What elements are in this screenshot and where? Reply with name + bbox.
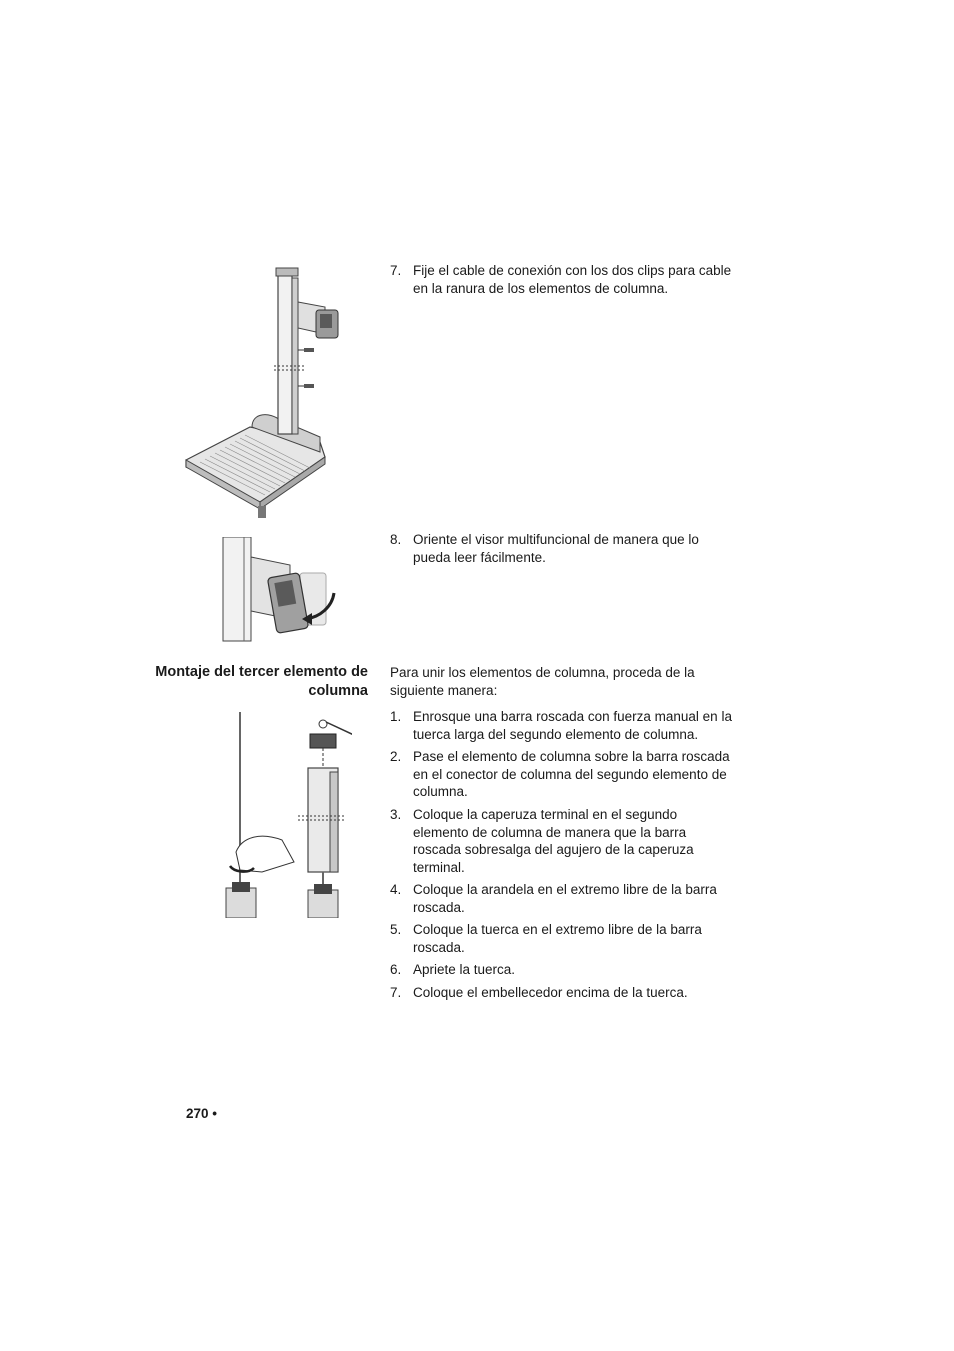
step-number: 1.	[390, 709, 402, 724]
step-text: Fije el cable de conexión con los dos clips para cable en la ranura de los elementos de columna.	[413, 263, 732, 296]
step-text: Enrosque una barra roscada con fuerza manual en la tuerca larga del segundo elemento de columna.	[413, 709, 732, 742]
section-heading: Montaje del tercer elemento de columna	[155, 664, 368, 699]
section-step-2	[390, 748, 735, 801]
step-number: 3.	[390, 807, 402, 822]
display-rotation-illustration	[222, 537, 342, 643]
step-number: 6.	[390, 962, 402, 977]
section-step-4	[390, 881, 735, 916]
page-number: 270 •	[186, 1106, 218, 1121]
step-text: Coloque el embellecedor encima de la tuerca.	[413, 985, 688, 1000]
step-text: Coloque la arandela en el extremo libre de la barra roscada.	[413, 882, 717, 915]
step-text: Oriente el visor multifuncional de manera que lo pueda leer fácilmente.	[413, 532, 699, 565]
section-step-6	[390, 961, 735, 979]
step-number: 7.	[390, 985, 402, 1000]
section-step-1	[390, 708, 735, 743]
column-assembly-illustration	[222, 712, 352, 918]
step-number: 7.	[390, 263, 402, 278]
scale-column-illustration	[180, 262, 350, 524]
step-7-top	[390, 262, 735, 297]
step-text: Apriete la tuerca.	[413, 962, 516, 977]
step-text: Coloque la caperuza terminal en el segundo elemento de columna de manera que la barra roscada sobresalga del agujero de la caperuza terminal.	[413, 807, 694, 875]
section-step-7	[390, 984, 735, 1002]
section-step-3	[390, 806, 735, 876]
step-number: 5.	[390, 922, 402, 937]
step-text: Pase el elemento de columna sobre la barra roscada en el conector de columna del segundo elemento de columna.	[413, 749, 730, 800]
step-number: 4.	[390, 882, 402, 897]
step-number: 2.	[390, 749, 402, 764]
step-8-top	[390, 531, 735, 566]
step-number: 8.	[390, 532, 402, 547]
step-text: Coloque la tuerca en el extremo libre de la barra roscada.	[413, 922, 702, 955]
section-intro: Para unir los elementos de columna, proceda de la siguiente manera:	[390, 665, 695, 698]
section-step-5	[390, 921, 735, 956]
